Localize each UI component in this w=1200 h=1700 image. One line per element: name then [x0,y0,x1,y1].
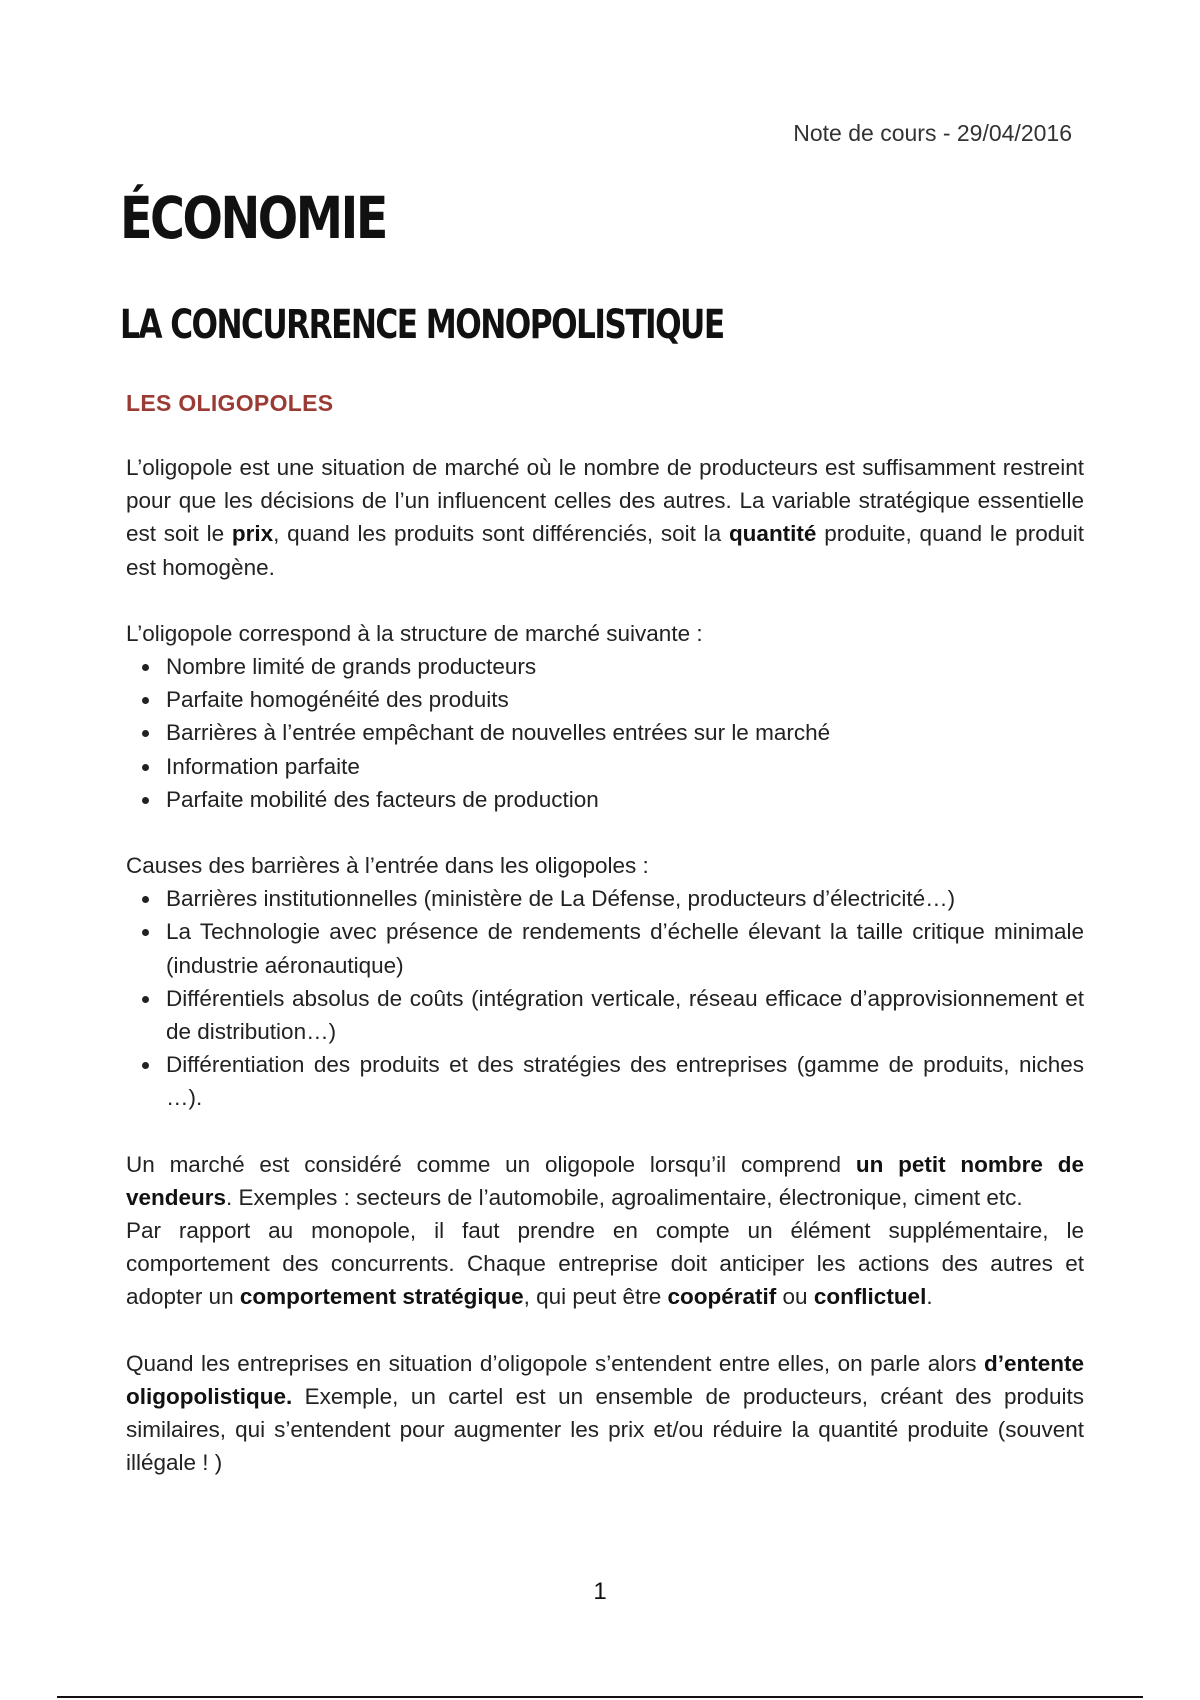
paragraph-market: Un marché est considéré comme un oligopole lorsqu’il comprend un petit nombre de vendeurs. Exemples : secteurs de l’automobile, agroalimentaire, électronique, ciment etc. [126,1151,1084,1210]
causes-intro: Causes des barrières à l’entrée dans les oligopoles : [126,853,649,879]
body-text [126,451,1084,1479]
causes-list [126,882,1084,1114]
bold-term: d’entente oligopolistique. [126,1350,1084,1409]
list-item: Différentiels absolus de coûts (intégration verticale, réseau efficace d’approvisionnement et de distribution…) [166,982,1084,1048]
section-heading: LES OLIGOPOLES [126,390,334,416]
structure-list [126,650,1084,816]
bold-term: coopératif [667,1284,777,1310]
list-item: Barrières à l’entrée empêchant de nouvelles entrées sur le marché [166,716,1084,749]
list-item: Différentiation des produits et des stratégies des entreprises (gamme de produits, niches …). [166,1048,1084,1114]
list-item: Barrières institutionnelles (ministère de La Défense, producteurs d’électricité…) [166,882,1084,915]
page-title: ÉCONOMIE [120,184,386,252]
list-item: La Technologie avec présence de rendements d’échelle élevant la taille critique minimale (industrie aéronautique) [166,915,1084,981]
course-note-date: Note de cours - 29/04/2016 [793,120,1072,146]
page-number: 1 [593,1578,607,1605]
list-item: Parfaite homogénéité des produits [166,683,1084,716]
paragraph-cartel: Quand les entreprises en situation d’oligopole s’entendent entre elles, on parle alors d’entente oligopolistique. Exemple, un cartel est un ensemble de producteurs, créant des produits similaires, qui s’entendent pour augmenter les prix et/ou réduire la quantité produite (souvent illégale ! ) [126,1350,1084,1476]
bold-term: prix [231,521,274,547]
footer-divider [57,1696,1143,1698]
bold-term: un petit nombre de vendeurs [126,1151,1084,1210]
bold-term: comportement stratégique [239,1284,524,1310]
bold-term: quantité [728,521,817,547]
list-item: Nombre limité de grands producteurs [166,650,1084,683]
list-item: Parfaite mobilité des facteurs de production [166,783,1084,816]
list-item: Information parfaite [166,750,1084,783]
page-subtitle: LA CONCURRENCE MONOPOLISTIQUE [120,302,724,348]
bold-term: conflictuel [813,1284,927,1310]
paragraph-definition: L’oligopole est une situation de marché où le nombre de producteurs est suffisamment restreint pour que les décisions de l’un influencent celles des autres. La variable stratégique essentielle est soit le prix, quand les produits sont différenciés, soit la quantité produite, quand le produit est homogène. [126,455,1084,580]
structure-intro: L’oligopole correspond à la structure de marché suivante : [126,620,703,646]
paragraph-behaviour: Par rapport au monopole, il faut prendre en compte un élément supplémentaire, le comportement des concurrents. Chaque entreprise doit anticiper les actions des autres et adopter un comportement stratégique, qui peut être coopératif ou conflictuel. [126,1218,1084,1310]
